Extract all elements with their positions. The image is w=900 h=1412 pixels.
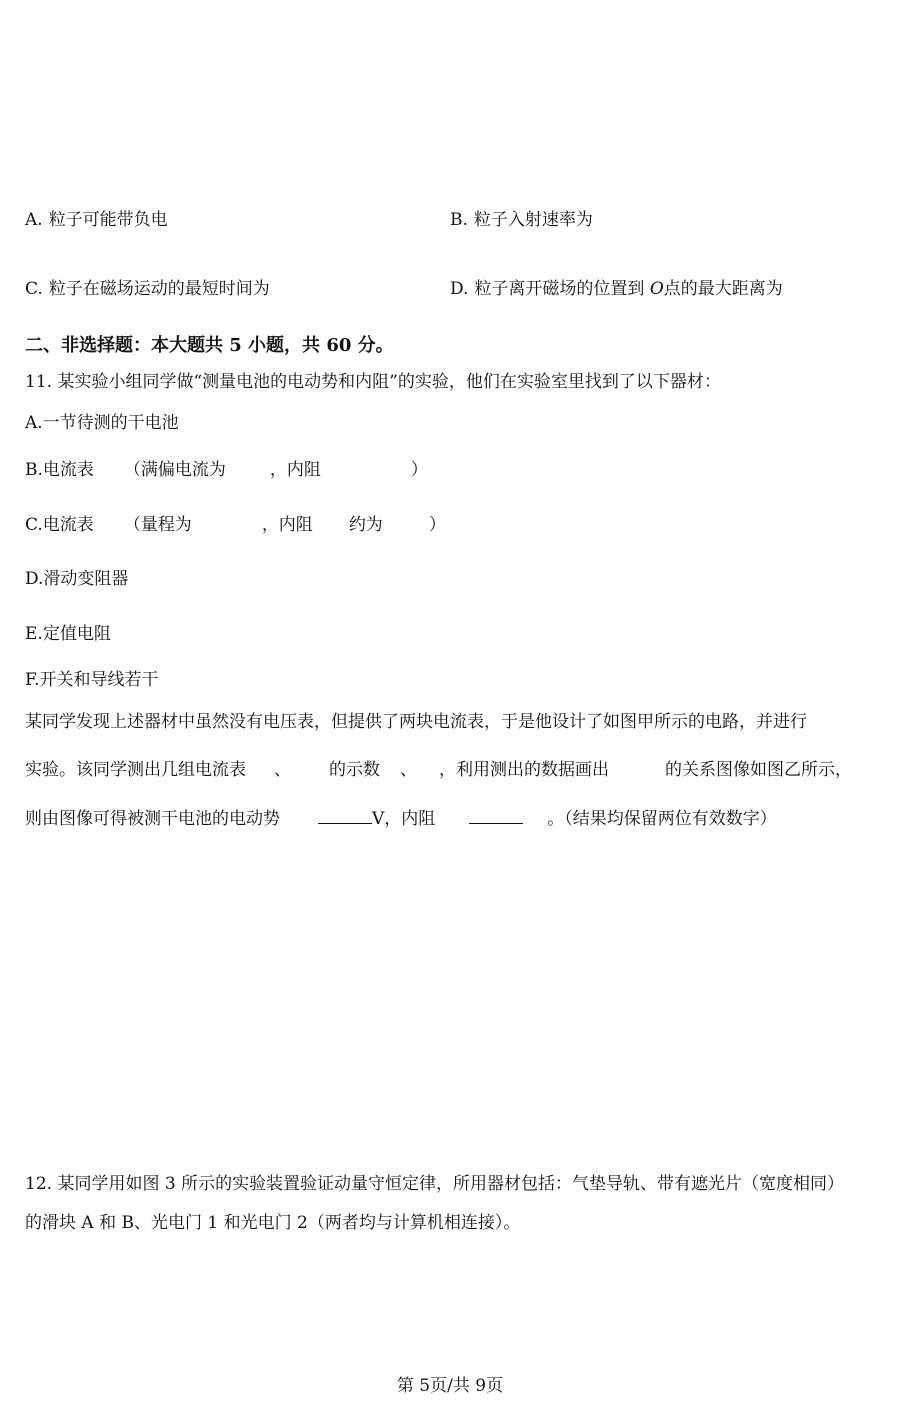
q11-item-b-prefix: B.电流表 — [25, 460, 94, 480]
q11-item-c — [25, 513, 446, 537]
q11-para2 — [25, 758, 852, 782]
q11-para2-t1: 实验。该同学测出几组电流表 — [25, 760, 246, 780]
q11-para3-t1: 则由图像可得被测干电池的电动势 — [25, 809, 280, 829]
q11-para2-t6: 的关系图像如图乙所示， — [665, 760, 852, 780]
option-d-text-before: 粒子离开磁场的位置到 — [474, 279, 645, 299]
q11-item-b — [25, 458, 428, 482]
q11-item-b-p2: ，内阻 — [269, 460, 321, 480]
q11-item-b-p3: ） — [410, 460, 428, 480]
q11-item-c-p4: ） — [428, 515, 446, 535]
q11-para2-t5: ，利用测出的数据画出 — [439, 760, 609, 780]
q11-item-a: A.一节待测的干电池 — [25, 413, 179, 433]
q11-para3 — [25, 805, 777, 831]
option-a — [25, 208, 168, 232]
option-a-text: 粒子可能带负电 — [48, 210, 168, 230]
option-d-label: D. — [450, 279, 469, 299]
option-a-label: A. — [25, 210, 43, 230]
q11-item-b-p1: （满偏电流为 — [123, 460, 226, 480]
resistance-answer-blank[interactable] — [469, 805, 523, 824]
option-b — [450, 208, 593, 232]
option-d — [450, 277, 783, 301]
q11-item-c-p3: 约为 — [348, 515, 383, 535]
q11-item-f: F.开关和导线若干 — [25, 670, 159, 690]
q11-item-c-prefix: C.电流表 — [25, 515, 94, 535]
q11-item-e: E.定值电阻 — [25, 624, 111, 644]
option-b-label: B. — [450, 210, 468, 230]
option-c-label: C. — [25, 279, 43, 299]
option-d-text-after: 点的最大距离为 — [663, 279, 783, 299]
q11-para3-t3: 。（结果均保留两位有效数字） — [547, 809, 777, 829]
q11-item-c-p2: ，内阻 — [261, 515, 313, 535]
option-c — [25, 277, 270, 301]
option-d-point: O — [649, 279, 664, 299]
page-footer: 第 5页/共 9页 — [396, 1376, 504, 1396]
q11-item-d: D.滑动变阻器 — [25, 569, 129, 589]
q12-line2: 的滑块 A 和 B、光电门 1 和光电门 2（两者均与计算机相连接）。 — [25, 1213, 521, 1233]
q11-item-c-p1: （量程为 — [123, 515, 192, 535]
q11-para2-t4: 、 — [400, 760, 417, 780]
option-c-text: 粒子在磁场运动的最短时间为 — [48, 279, 270, 299]
q11-para2-t3: 的示数 — [329, 760, 380, 780]
q11-para1: 某同学发现上述器材中虽然没有电压表，但提供了两块电流表，于是他设计了如图甲所示的电路，并进行 — [25, 712, 807, 732]
q12-line1: 12. 某同学用如图 3 所示的实验装置验证动量守恒定律，所用器材包括：气垫导轨、带有遮光片（宽度相同） — [25, 1174, 845, 1194]
q11-intro: 11. 某实验小组同学做“测量电池的电动势和内阻”的实验，他们在实验室里找到了以下器材： — [25, 372, 721, 392]
option-b-text: 粒子入射速率为 — [473, 210, 593, 230]
section-heading: 二、非选择题：本大题共 5 小题，共 60 分。 — [25, 335, 394, 356]
q11-para2-t2: 、 — [274, 760, 291, 780]
q11-para3-t2: V，内阻 — [372, 809, 436, 829]
emf-answer-blank[interactable] — [318, 805, 372, 824]
